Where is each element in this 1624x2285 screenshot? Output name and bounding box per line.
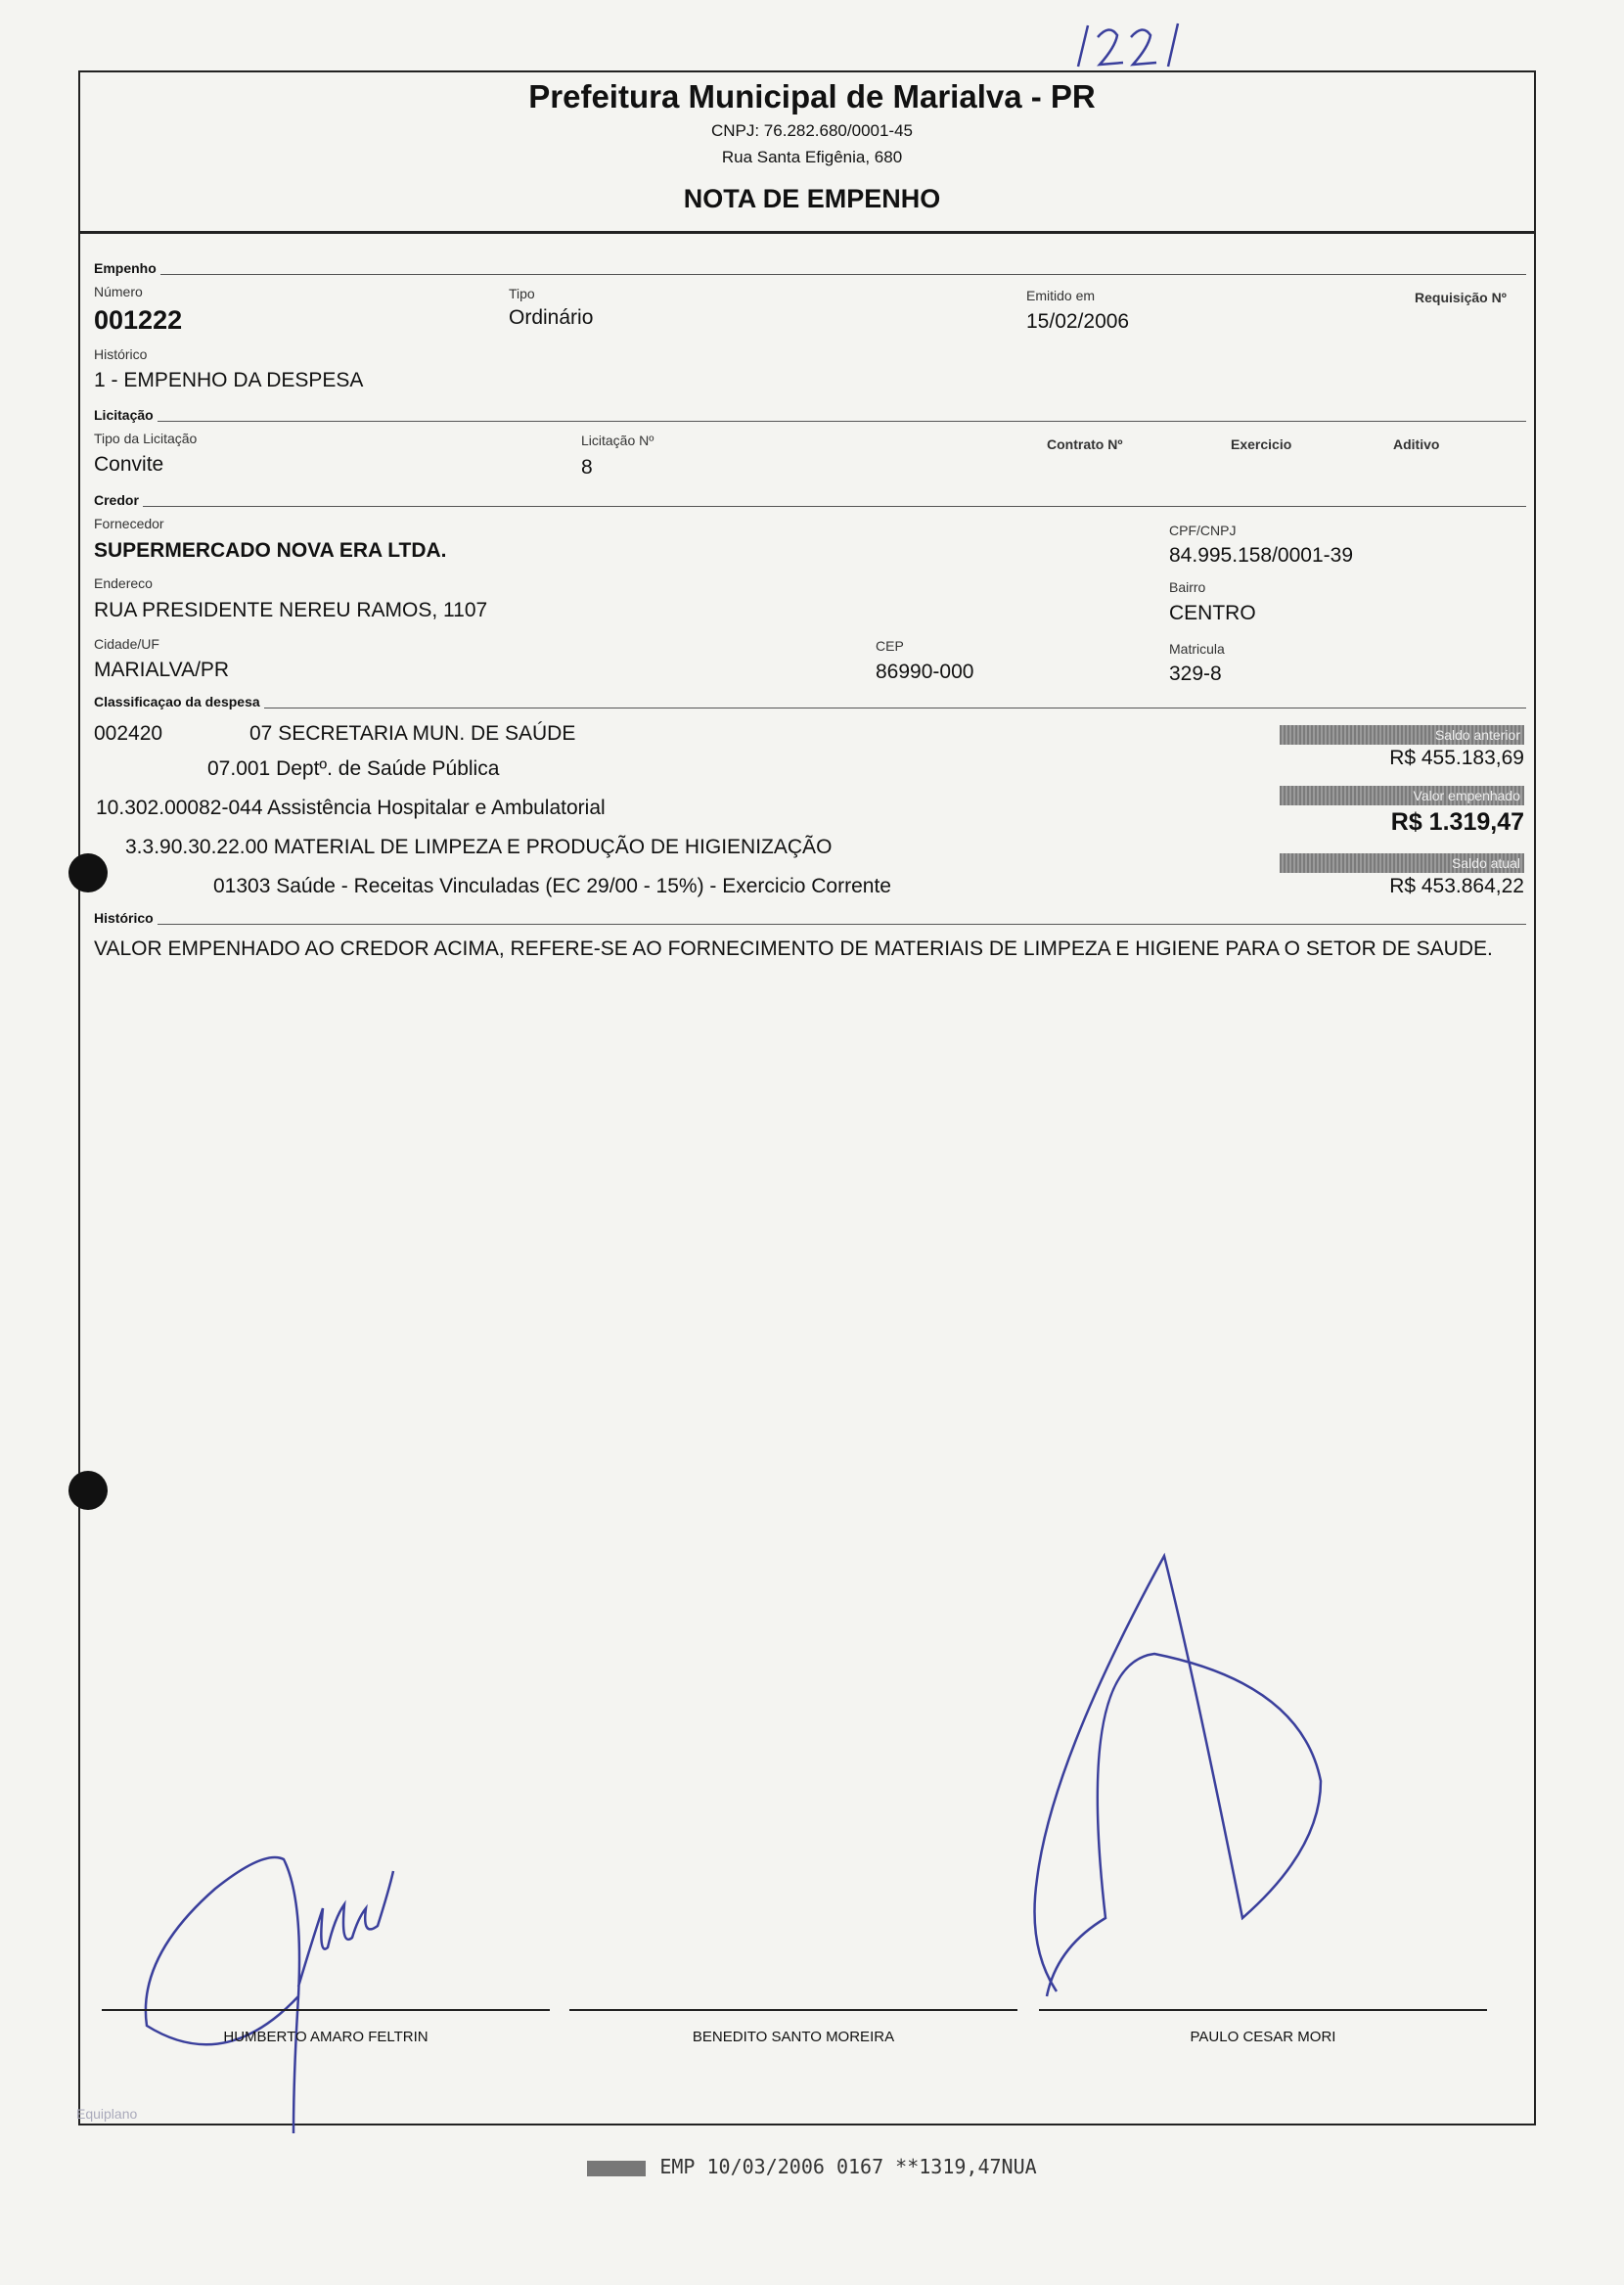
organization-name: Prefeitura Municipal de Marialva - PR bbox=[528, 78, 1096, 114]
contrato-label: Contrato Nº bbox=[1047, 436, 1123, 452]
section-empenho-label: Empenho bbox=[94, 260, 160, 276]
despesa-codigo: 002420 bbox=[94, 722, 163, 745]
handwritten-page-number bbox=[1066, 18, 1203, 76]
fornecedor-label: Fornecedor bbox=[94, 516, 164, 531]
bank-authentication-stamp bbox=[0, 2155, 1624, 2178]
software-watermark: Equiplano bbox=[76, 2106, 138, 2122]
signatory-name: HUMBERTO AMARO FELTRIN bbox=[223, 2029, 429, 2045]
exercicio-label: Exercicio bbox=[1231, 436, 1292, 452]
credor-matricula: 329-8 bbox=[1169, 663, 1222, 685]
header-divider bbox=[78, 231, 1536, 234]
bairro-label: Bairro bbox=[1169, 579, 1206, 595]
requisicao-label: Requisição Nº bbox=[1415, 290, 1507, 305]
saldo-atual-value: R$ 453.864,22 bbox=[1389, 875, 1524, 897]
despesa-secretaria: 07 SECRETARIA MUN. DE SAÚDE bbox=[249, 722, 576, 745]
section-credor-label: Credor bbox=[94, 492, 143, 508]
licitacao-tipo: Convite bbox=[94, 453, 164, 476]
signature-line bbox=[569, 2009, 1017, 2011]
numero-label: Número bbox=[94, 284, 143, 299]
cpf-cnpj-label: CPF/CNPJ bbox=[1169, 523, 1237, 538]
credor-bairro: CENTRO bbox=[1169, 602, 1256, 624]
emitido-label: Emitido em bbox=[1026, 288, 1096, 303]
licitacao-numero-label: Licitação Nº bbox=[581, 433, 654, 448]
tipo-label: Tipo bbox=[509, 286, 535, 301]
organization-address: Rua Santa Efigênia, 680 bbox=[721, 148, 903, 166]
saldo-atual-label: Saldo atual bbox=[1280, 853, 1524, 873]
signatory-name: PAULO CESAR MORI bbox=[1190, 2029, 1336, 2045]
valor-empenhado-label: Valor empenhado bbox=[1280, 786, 1524, 805]
saldo-anterior-value: R$ 455.183,69 bbox=[1389, 747, 1524, 769]
credor-cep: 86990-000 bbox=[876, 661, 974, 683]
despesa-departamento: 07.001 Deptº. de Saúde Pública bbox=[207, 757, 500, 780]
despesa-programa: 10.302.00082-044 Assistência Hospitalar e Ambulatorial bbox=[96, 797, 606, 819]
valor-empenhado-value: R$ 1.319,47 bbox=[1390, 808, 1524, 836]
empenho-numero: 001222 bbox=[94, 305, 183, 335]
despesa-fonte: 01303 Saúde - Receitas Vinculadas (EC 29/00 - 15%) - Exercicio Corrente bbox=[213, 875, 891, 897]
historico-empenho-label: Histórico bbox=[94, 346, 148, 362]
stamp-text: EMP 10/03/2006 0167 **1319,47NUA bbox=[659, 2155, 1037, 2178]
organization-cnpj: CNPJ: 76.282.680/0001-45 bbox=[710, 121, 914, 140]
section-historico-label: Histórico bbox=[94, 910, 158, 926]
empenho-tipo: Ordinário bbox=[509, 306, 594, 329]
section-classificacao-label: Classificaçao da despesa bbox=[94, 694, 264, 709]
bank-logo-icon bbox=[587, 2161, 646, 2176]
signature-line bbox=[1039, 2009, 1487, 2011]
credor-cidade: MARIALVA/PR bbox=[94, 659, 230, 681]
cep-label: CEP bbox=[876, 638, 904, 654]
licitacao-numero: 8 bbox=[581, 456, 593, 479]
section-divider bbox=[94, 924, 1526, 925]
aditivo-label: Aditivo bbox=[1393, 436, 1440, 452]
empenho-historico: 1 - EMPENHO DA DESPESA bbox=[94, 369, 364, 391]
cidade-label: Cidade/UF bbox=[94, 636, 159, 652]
section-divider bbox=[94, 274, 1526, 275]
historico-text: VALOR EMPENHADO AO CREDOR ACIMA, REFERE-SE AO FORNECIMENTO DE MATERIAIS DE LIMPEZA E HIGIENE PARA O SETOR DE SAUDE. bbox=[94, 937, 1493, 960]
credor-endereco: RUA PRESIDENTE NEREU RAMOS, 1107 bbox=[94, 599, 488, 621]
empenho-emitido: 15/02/2006 bbox=[1026, 310, 1130, 333]
section-divider bbox=[94, 506, 1526, 507]
punch-hole bbox=[68, 1471, 108, 1510]
tipo-licitacao-label: Tipo da Licitação bbox=[94, 431, 198, 446]
saldo-anterior-label: Saldo anterior bbox=[1280, 725, 1524, 745]
punch-hole bbox=[68, 853, 108, 892]
despesa-elemento: 3.3.90.30.22.00 MATERIAL DE LIMPEZA E PRODUÇÃO DE HIGIENIZAÇÃO bbox=[125, 836, 833, 858]
signature-line bbox=[102, 2009, 550, 2011]
section-divider bbox=[94, 421, 1526, 422]
endereco-label: Endereco bbox=[94, 575, 153, 591]
credor-fornecedor: SUPERMERCADO NOVA ERA LTDA. bbox=[94, 539, 447, 562]
credor-cpf-cnpj: 84.995.158/0001-39 bbox=[1169, 544, 1354, 567]
matricula-label: Matricula bbox=[1169, 641, 1225, 657]
document-title: NOTA DE EMPENHO bbox=[683, 184, 941, 213]
signatory-name: BENEDITO SANTO MOREIRA bbox=[692, 2029, 895, 2045]
section-licitacao-label: Licitação bbox=[94, 407, 158, 423]
